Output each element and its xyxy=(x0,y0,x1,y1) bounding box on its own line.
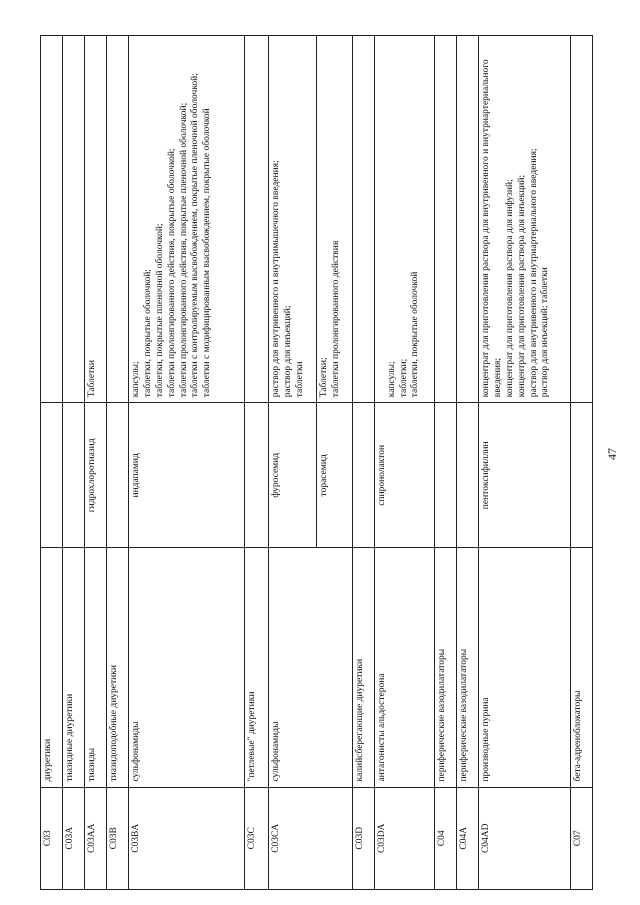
table-row xyxy=(41,36,63,890)
group-name: периферические вазодилататоры xyxy=(457,548,479,787)
inn-name xyxy=(41,403,63,548)
inn-name: фуросемид xyxy=(269,403,317,548)
dosage-forms: капсулы; таблетки, покрытые оболочкой; таблетки, покрытые пленочной оболочкой; таблетки пролонгированного действия, покрытые оболочкой; таблетки пролонгированного действия, покрытые пленочной оболочкой; таблетки с контролируемым высвобождением, покрытые пленочной оболочкой; таблетки с модифицированным высвобождением, покрытые оболочкой xyxy=(129,36,245,403)
dosage-forms xyxy=(41,36,63,403)
inn-name: индапамид xyxy=(129,403,245,548)
table-row xyxy=(269,36,317,890)
dosage-forms: раствор для внутривенного и внутримышечного введения; раствор для инъекций; таблетки xyxy=(269,36,317,403)
table-row xyxy=(457,36,479,890)
atc-code: C03AA xyxy=(85,787,107,889)
dosage-forms xyxy=(107,36,129,403)
drug-registry-table xyxy=(40,35,593,890)
atc-code: C03C xyxy=(245,787,269,889)
inn-name xyxy=(107,403,129,548)
atc-code: C03BA xyxy=(129,787,245,889)
dosage-forms: Таблетки; таблетки пролонгированного действия xyxy=(317,36,353,403)
inn-name: пентоксифиллин xyxy=(479,403,571,548)
group-name: сульфонамиды xyxy=(129,548,245,787)
table-row xyxy=(85,36,107,890)
group-name: периферические вазодилататоры xyxy=(435,548,457,787)
inn-name: спиронолактон xyxy=(375,403,435,548)
rotated-table-container xyxy=(40,35,590,890)
inn-name xyxy=(353,403,375,548)
group-name: бета-адреноблокаторы xyxy=(571,548,593,787)
table-row xyxy=(245,36,269,890)
table-row xyxy=(107,36,129,890)
dosage-forms xyxy=(571,36,593,403)
inn-name xyxy=(435,403,457,548)
table-row xyxy=(479,36,571,890)
atc-code: C03D xyxy=(353,787,375,889)
inn-name xyxy=(245,403,269,548)
atc-code: C03CA xyxy=(269,787,353,889)
atc-code: C03A xyxy=(63,787,85,889)
dosage-forms xyxy=(63,36,85,403)
dosage-forms: Таблетки xyxy=(85,36,107,403)
atc-code: C07 xyxy=(571,787,593,889)
atc-code: C03DA xyxy=(375,787,435,889)
group-name: антагонисты альдостерона xyxy=(375,548,435,787)
group-name: производные пурина xyxy=(479,548,571,787)
table-row xyxy=(63,36,85,890)
inn-name xyxy=(457,403,479,548)
inn-name xyxy=(63,403,85,548)
table-row xyxy=(353,36,375,890)
page-number: 47 xyxy=(605,448,619,460)
inn-name: торасемид xyxy=(317,403,353,548)
group-name: диуретики xyxy=(41,548,63,787)
group-name: тиазидные диуретики xyxy=(63,548,85,787)
table-row xyxy=(435,36,457,890)
atc-code: C03B xyxy=(107,787,129,889)
dosage-forms xyxy=(245,36,269,403)
inn-name: гидрохлоротиазид xyxy=(85,403,107,548)
table-row xyxy=(129,36,245,890)
group-name: "петлевые" диуретики xyxy=(245,548,269,787)
atc-code: C04AD xyxy=(479,787,571,889)
atc-code: C04A xyxy=(457,787,479,889)
table-row xyxy=(571,36,593,890)
inn-name xyxy=(571,403,593,548)
atc-code: C03 xyxy=(41,787,63,889)
dosage-forms: концентрат для приготовления раствора для внутривенного и внутриартериального введения; концентрат для приготовления раствора для инфузий; концентрат для приготовления раствора для инъекций; раствор для внутривенного и внутриартериального введения; раствор для инъекций; таблетки xyxy=(479,36,571,403)
table-row xyxy=(375,36,435,890)
dosage-forms xyxy=(457,36,479,403)
group-name: сульфонамиды xyxy=(269,548,353,787)
group-name: калийсберегающие диуретики xyxy=(353,548,375,787)
atc-code: C04 xyxy=(435,787,457,889)
group-name: тиазиды xyxy=(85,548,107,787)
dosage-forms: капсулы; таблетки; таблетки, покрытые оболочкой xyxy=(375,36,435,403)
group-name: тиазидоподобные диуретики xyxy=(107,548,129,787)
dosage-forms xyxy=(353,36,375,403)
dosage-forms xyxy=(435,36,457,403)
